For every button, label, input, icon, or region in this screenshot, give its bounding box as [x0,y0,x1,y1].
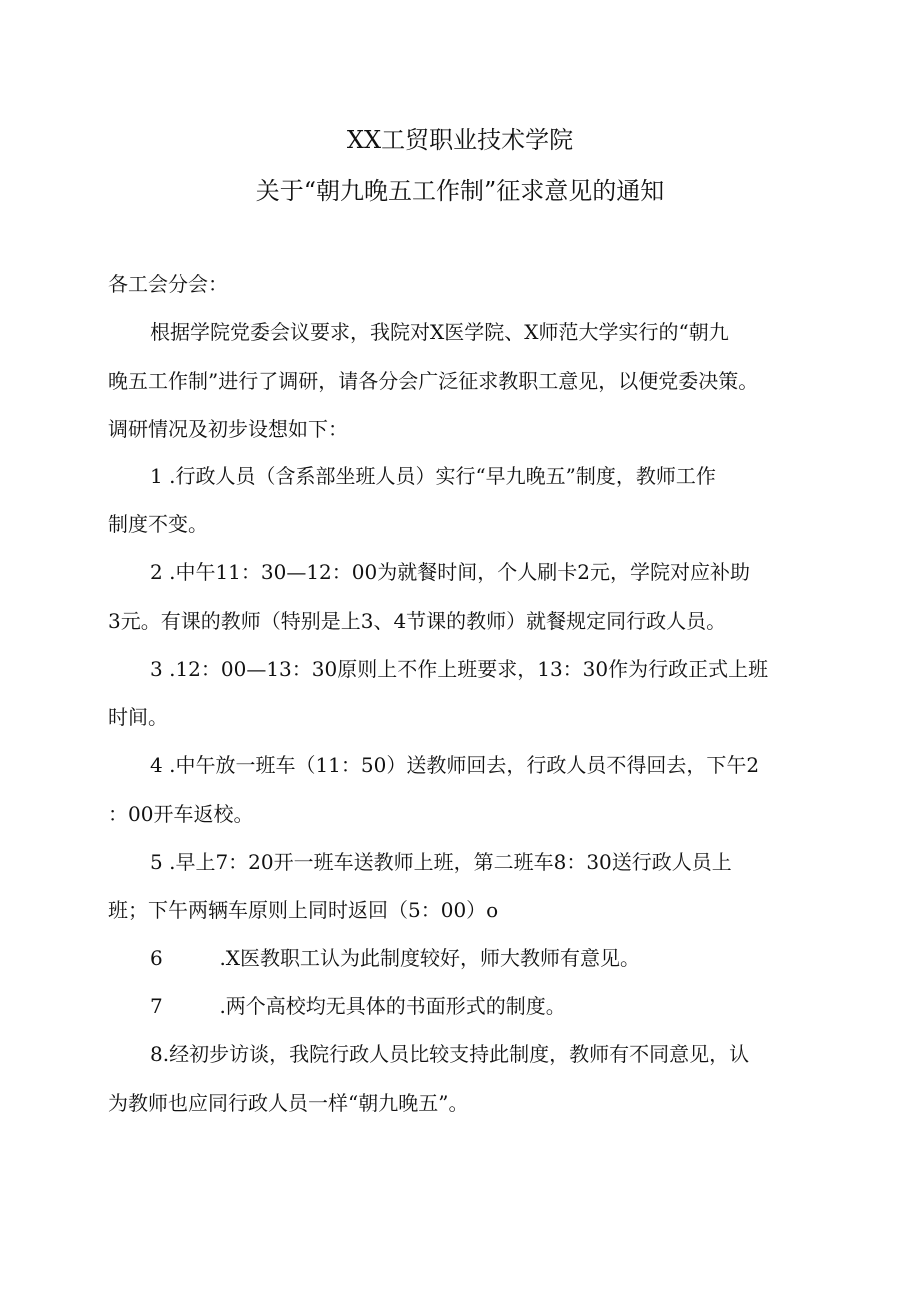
item-7 [150,993,566,1019]
intro-line-3: 调研情况及初步设想如下： [108,417,348,441]
item-6-text: .X医教职工认为此制度较好，师大教师有意见。 [219,946,641,970]
item-7-number: 7 [150,994,163,1018]
item-7-text: .两个高校均无具体的书面形式的制度。 [219,994,566,1018]
item-8-line-1: 8.经初步访谈，我院行政人员比较支持此制度，教师有不同意见，认 [150,1042,750,1066]
item-4-line-1: 4 .中午放一班车（11：50）送教师回去，行政人员不得回去，下午2 [150,753,760,777]
item-4-line-2: ：00开车返校。 [108,802,254,826]
item-3-line-2: 时间。 [108,705,168,729]
item-3-line-1: 3 .12：00—13：30原则上不作上班要求，13：30作为行政正式上班 [150,657,769,681]
item-8-line-2: 为教师也应同行政人员一样“朝九晚五”。 [108,1091,469,1115]
item-1-line-1: 1 .行政人员（含系部坐班人员）实行“早九晚五”制度，教师工作 [150,464,716,488]
item-6 [150,945,640,971]
item-5-line-1: 5 .早上7：20开一班车送教师上班，第二班车8：30送行政人员上 [150,850,732,874]
document-subtitle: 关于“朝九晚五工作制”征求意见的通知 [255,177,665,205]
item-2-line-2: 3元。有课的教师（特别是上3、4节课的教师）就餐规定同行政人员。 [108,609,727,633]
intro-line-2: 晚五工作制”进行了调研，请各分会广泛征求教职工意见，以便党委决策。 [108,369,759,393]
document-title: XX工贸职业技术学院 [346,126,574,154]
item-1-line-2: 制度不变。 [108,512,208,536]
item-5-line-2: 班；下午两辆车原则上同时返回（5：00）o [108,898,499,922]
item-2-line-1: 2 .中午11：30—12：00为就餐时间，个人刷卡2元，学院对应补助 [150,560,750,584]
salutation: 各工会分会： [108,272,228,296]
intro-line-1: 根据学院党委会议要求，我院对X医学院、X师范大学实行的“朝九 [150,320,729,344]
item-6-number: 6 [150,946,163,970]
